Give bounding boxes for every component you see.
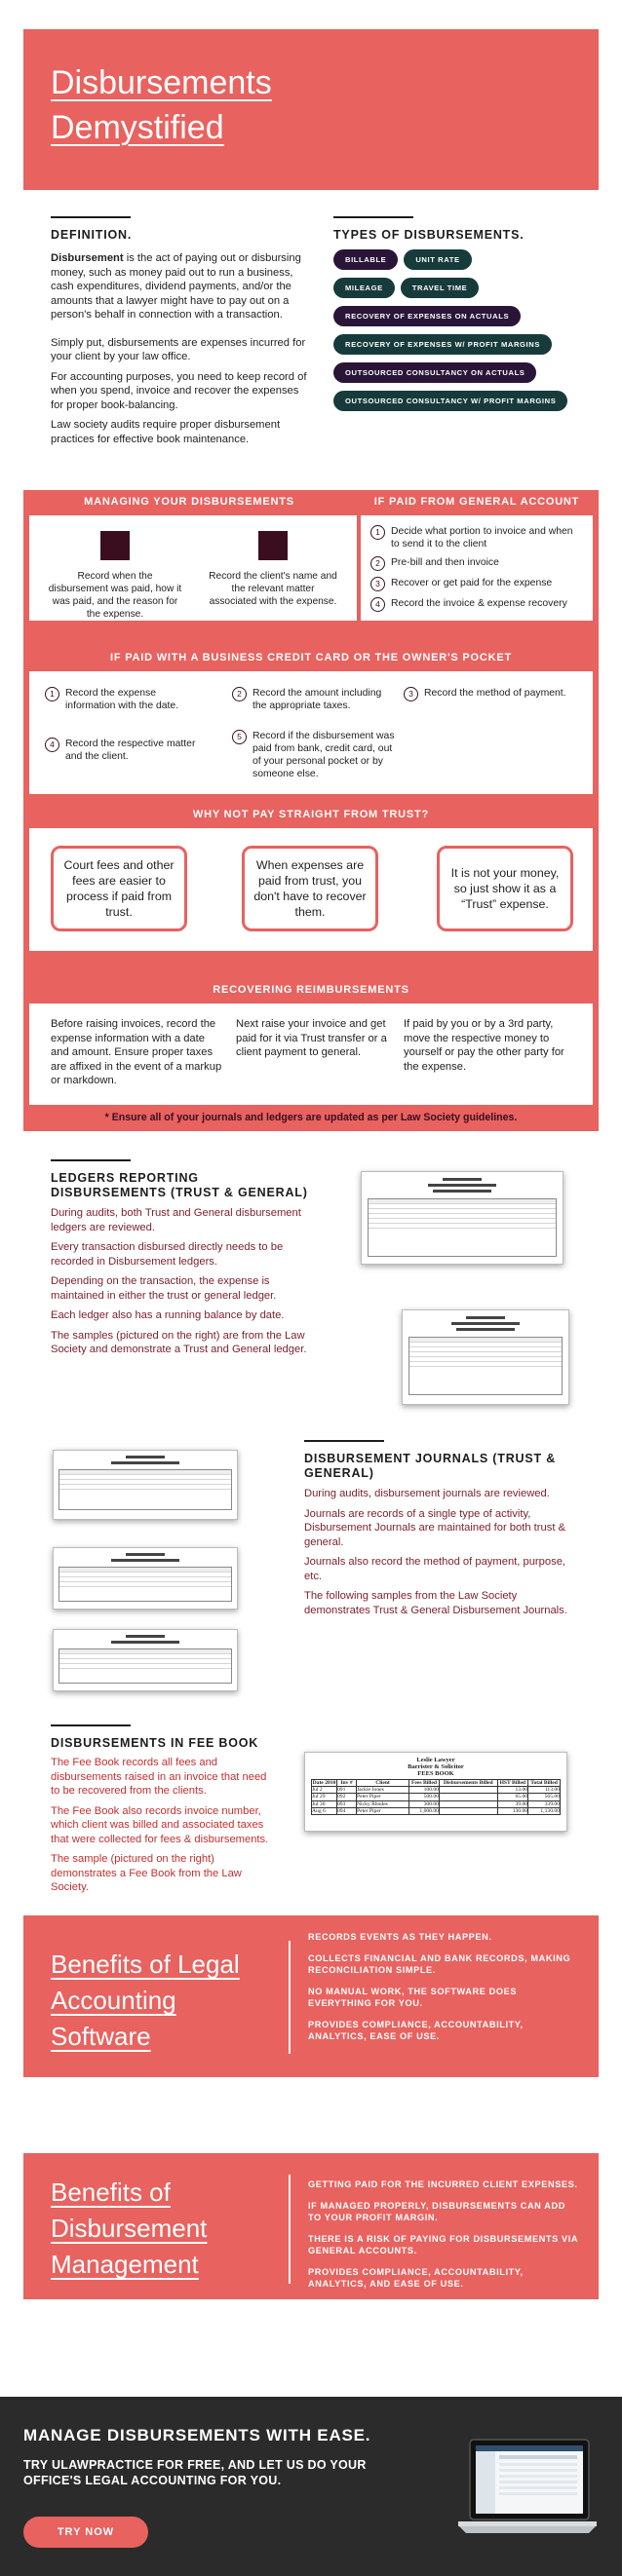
recovering-title: RECOVERING REIMBURSEMENTS [213,984,409,996]
journals-section [304,1440,573,1617]
ledgers-section [51,1159,314,1357]
feebook-para-3: The sample (pictured on the right) demonstrates a Fee Book from the Law Society. [51,1853,242,1893]
hero-title-line-2: Demystified [51,109,224,146]
definition-audits: Law society audits require proper disbursement practices for effective book maintenance. [51,419,281,445]
trust-journal-sample-image [53,1450,238,1520]
table-row: Jul 29 092 Peter Piper 500.00 65.00 565.00 [312,1794,560,1800]
journals-para-4: The following samples from the Law Society demonstrates Trust & General Disbursement Journals. [304,1590,567,1616]
why-not-reason-2: When expenses are paid from trust, you don't have to recover them. [242,846,378,931]
fee-book-sample [304,1752,567,1832]
recovering-note: * Ensure all of your journals and ledgers are updated as per Law Society guidelines. [104,1112,518,1123]
general-step-4: 4 Record the invoice & expense recovery [370,597,583,612]
hero-banner [23,29,599,190]
feebook-para-1: The Fee Book records all fees and disbursements raised in an invoice that need to be recovered from the clients. [51,1757,267,1797]
credit-card-box [29,671,593,794]
square-icon [258,531,288,560]
definition-accounting: For accounting purposes, you need to keep record of when you spend, invoice and recover the expenses for proper book-balancing. [51,370,307,411]
benefit-item: PROVIDES COMPLIANCE, ACCOUNTABILITY, ANALYTICS, AND EASE OF USE. [308,2267,524,2289]
section-rule [51,1724,131,1726]
why-not-title: WHY NOT PAY STRAIGHT FROM TRUST? [192,809,430,820]
section-rule [333,216,413,218]
recovering-col-3: If paid by you or by a 3rd party, move the respective money to yourself or pay the other party for the expense. [404,1018,564,1073]
definition-body: is the act of paying out or disbursing money, such as money paid out to run a business, cash expenditures, dividend payments, and/or the amounts that a lawyer might have to pay out on a person's behalf in connection with a transaction. [51,252,301,321]
benefits-disb-section [23,2153,599,2299]
feebook-section [51,1724,275,1895]
types-heading: TYPES OF DISBURSEMENTS. [333,228,525,242]
pill-travel-time: TRAVEL TIME [401,278,480,298]
fee-book-title-1: Leslie Lawyer [416,1757,455,1763]
hero-title-line-1: Disbursements [51,64,272,101]
why-not-reason-3: It is not your money, so just show it as a “Trust” expense. [437,846,573,931]
hero-title [51,60,571,150]
benefit-item: NO MANUAL WORK, THE SOFTWARE DOES EVERYTHING FOR YOU. [308,1987,518,2008]
table-row: Aug 6 094 Peter Piper 1,000.00 130.00 1,130.00 [312,1807,560,1814]
benefit-item: COLLECTS FINANCIAL AND BANK RECORDS, MAKING RECONCILIATION SIMPLE. [308,1953,571,1975]
ledgers-para-2: Every transaction disbursed directly needs to be recorded in Disbursement ledgers. [51,1241,284,1268]
ledgers-para-3: Depending on the transaction, the expense is maintained in either the trust or general ledger. [51,1275,277,1302]
section-rule [51,216,131,218]
recovering-col-2: Next raise your invoice and get paid for it via Trust transfer or a client payment to general. [236,1018,387,1058]
ledgers-para-5: The samples (pictured on the right) are from the Law Society and demonstrate a Trust and General ledger. [51,1329,307,1355]
benefits-legal-section [23,1915,599,2077]
footer-heading: MANAGE DISBURSEMENTS WITH EASE. [23,2426,371,2444]
managing-title: MANAGING YOUR DISBURSEMENTS [84,496,294,508]
benefit-item: PROVIDES COMPLIANCE, ACCOUNTABILITY, ANALYTICS, EASE OF USE. [308,2020,524,2041]
definition-text [51,251,312,322]
section-rule [51,1159,131,1161]
fee-book-table [311,1779,561,1815]
square-icon [100,531,130,560]
ledgers-para-1: During audits, both Trust and General disbursement ledgers are reviewed. [51,1207,301,1233]
feebook-heading: DISBURSEMENTS IN FEE BOOK [51,1736,259,1750]
general-ledger-sample-image [402,1309,569,1405]
divider [289,1941,291,2054]
section-rule [304,1440,384,1442]
fee-book-title-3: FEES BOOK [417,1770,454,1777]
credit-card-title: IF PAID WITH A BUSINESS CREDIT CARD OR THE OWNER'S POCKET [109,652,513,663]
cc-step-5: 5 Record if the disbursement was paid from bank, credit card, out of your personal pocket or by someone else. [232,730,398,780]
pill-outsourced-profit: OUTSOURCED CONSULTANCY W/ PROFIT MARGINS [333,391,567,411]
benefit-item: IF MANAGED PROPERLY, DISBURSEMENTS CAN ADD TO YOUR PROFIT MARGIN. [308,2201,565,2222]
pill-recovery-profit: RECOVERY OF EXPENSES W/ PROFIT MARGINS [333,334,552,355]
fee-book-header-row: Date 2010 Inv # Client Fees Billed Disbursements Billed HST Billed Total Billed [312,1780,561,1787]
why-not-box [29,828,593,951]
cc-step-3: 3 Record the method of payment. [404,687,589,701]
recovering-col-1: Before raising invoices, record the expense information with a date and amount. Ensure proper taxes are affixed in the event of a markup or markdown. [51,1018,222,1086]
laptop-illustration [456,2432,599,2576]
ledgers-para-4: Each ledger also has a running balance by date. [51,1309,285,1321]
journals-para-3: Journals also record the method of payment, purpose, etc. [304,1556,566,1582]
disbursement-journal-sample-image [53,1629,238,1691]
cc-step-4: 4 Record the respective matter and the client. [45,738,201,763]
benefits-legal-list [308,1931,581,2052]
benefit-item: RECORDS EVENTS AS THEY HAPPEN. [308,1932,492,1942]
pill-mileage: MILEAGE [333,278,395,298]
managing-box [29,515,357,621]
general-journal-sample-image [53,1547,238,1610]
benefits-legal-title: Benefits of Legal Accounting Software [51,1950,240,2051]
journals-heading: DISBURSEMENT JOURNALS (TRUST & GENERAL) [304,1452,557,1480]
pill-recovery-actuals: RECOVERY OF EXPENSES ON ACTUALS [333,306,521,326]
table-row: Jul 30 093 Nicky Rhodes 300.00 39.00 339.00 [312,1800,560,1807]
benefit-item: THERE IS A RISK OF PAYING FOR DISBURSEMENTS VIA GENERAL ACCOUNTS. [308,2234,578,2255]
pill-outsourced-actuals: OUTSOURCED CONSULTANCY ON ACTUALS [333,362,536,383]
try-now-button[interactable]: TRY NOW [23,2517,148,2548]
general-step-1: 1 Decide what portion to invoice and when to send it to the client [370,525,583,550]
benefit-item: GETTING PAID FOR THE INCURRED CLIENT EXPENSES. [308,2179,578,2189]
feebook-para-2: The Fee Book also records invoice number, which client was billed and associated taxes that were collected for fees & disbursements. [51,1804,269,1845]
benefits-disb-title: Benefits of Disbursement Management [51,2178,208,2279]
trust-ledger-sample-image [361,1171,564,1265]
journals-para-2: Journals are records of a single type of activity, Disbursement Journals are maintained for both trust & general. [304,1507,566,1548]
definition-heading: DEFINITION. [51,228,133,242]
managing-item-2: Record the client's name and the relevant matter associated with the expense. [207,531,339,608]
divider [289,2175,291,2284]
footer-subtext: TRY ULAWPRACTICE FOR FREE, AND LET US DO YOUR OFFICE'S LEGAL ACCOUNTING FOR YOU. [23,2458,367,2487]
pill-billable: BILLABLE [333,249,398,270]
table-row: Jul 2 091 Jackie Jones 100.00 13.00 113.00 [312,1787,560,1794]
definition-simple: Simply put, disbursements are expenses incurred for your client by your law office. [51,336,306,362]
pill-unit-rate: UNIT RATE [404,249,471,270]
types-section [333,216,587,419]
cc-step-1: 1 Record the expense information with the date. [45,687,201,712]
definition-section [51,216,312,446]
journals-para-1: During audits, disbursement journals are reviewed. [304,1488,550,1499]
general-step-2: 2 Pre-bill and then invoice [370,556,583,571]
benefits-disb-list [308,2178,581,2299]
managing-block [23,490,599,1131]
general-account-box [361,515,593,621]
footer-cta [0,2397,622,2576]
cc-step-2: 2 Record the amount including the appropriate taxes. [232,687,398,712]
fee-book-title-2: Barrister & Solicitor [408,1763,464,1770]
general-step-3: 3 Recover or get paid for the expense [370,577,583,591]
general-account-title: IF PAID FROM GENERAL ACCOUNT [373,496,580,508]
ledgers-heading: LEDGERS REPORTING DISBURSEMENTS (TRUST & GENERAL) [51,1171,308,1199]
recovering-box [29,1004,593,1105]
managing-item-1: Record when the disbursement was paid, how it was paid, and the reason for the expense. [47,531,183,621]
why-not-reason-1: Court fees and other fees are easier to process if paid from trust. [51,846,187,931]
definition-term: Disbursement [51,252,124,264]
